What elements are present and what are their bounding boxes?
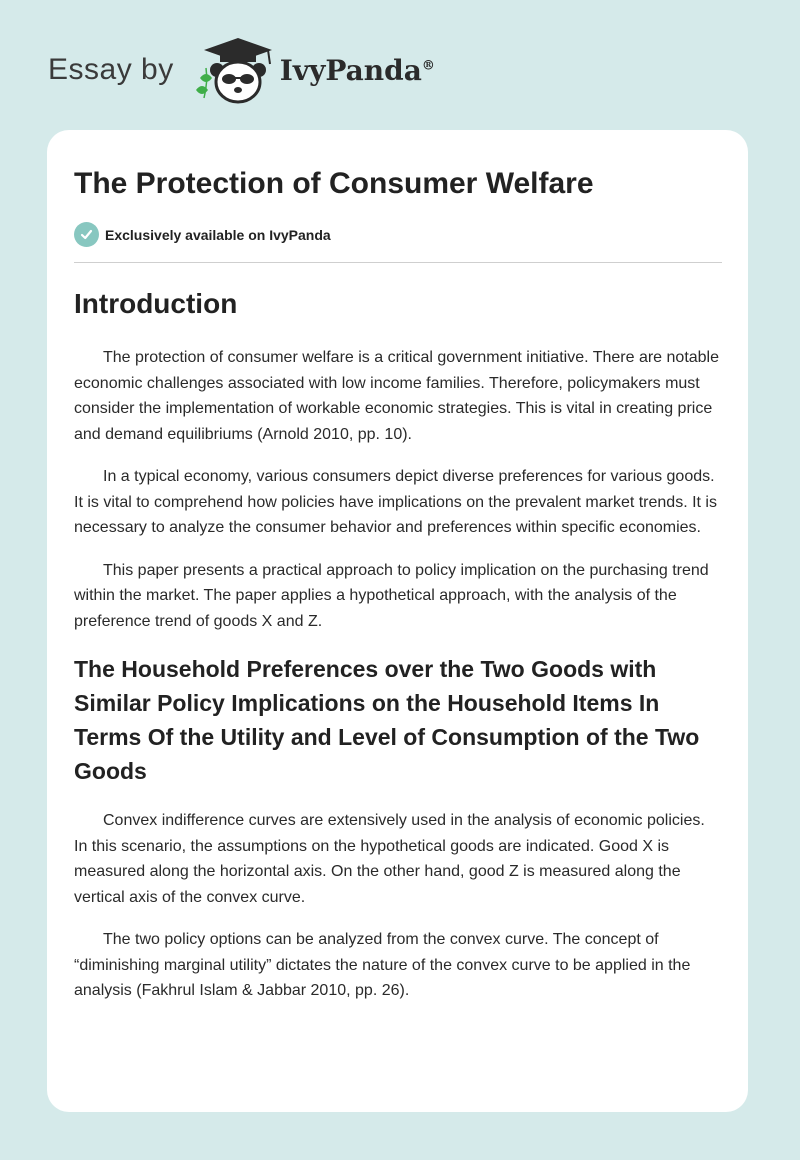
brand-name: IvyPanda® (279, 53, 435, 87)
paragraph: The two policy options can be analyzed from the convex curve. The concept of “diminishing marginal utility” dictates the nature of the convex curve to be applied in the analysis (Fakhrul Islam & Jabbar 2010, pp. 26). (74, 931, 691, 999)
exclusive-badge (74, 222, 722, 247)
page-title: The Protection of Consumer Welfare (74, 167, 594, 200)
badge-label: Exclusively available on IvyPanda (105, 226, 331, 243)
paragraph: Convex indifference curves are extensively used in the analysis of economic policies. In this scenario, the assumptions on the hypothetical goods are indicated. Good X is measured along the horizontal axis. On the other hand, good Z is measured along the vertical axis of the convex curve. (74, 812, 705, 906)
essay-card (47, 130, 748, 1112)
section-heading-household-preferences: The Household Preferences over the Two Goods with Similar Policy Implications on the Household Items In Terms Of the Utility and Level of Consumption of the Two Goods (74, 656, 700, 784)
panda-graduate-icon (190, 34, 278, 106)
paragraph: This paper presents a practical approach to policy implication on the purchasing trend within the market. The paper applies a hypothetical approach, with the analysis of the preference trend of goods X and Z. (74, 561, 709, 630)
check-circle-icon (74, 222, 99, 247)
section-heading-introduction: Introduction (74, 288, 238, 319)
brand-prefix: Essay by (48, 53, 174, 86)
paragraph: The protection of consumer welfare is a critical government initiative. There are notable economic challenges associated with low income families. Therefore, policymakers must consider the implementation of workable economic strategies. This is vital in creating price and demand equilibriums (Arnold 2010, pp. 10). (74, 349, 720, 443)
divider (74, 262, 722, 263)
paragraph: In a typical economy, various consumers depict diverse preferences for various goods. It is vital to comprehend how policies have implications on the prevalent market trends. It is necessary to analyze the consumer behavior and preferences within specific economies. (74, 468, 717, 536)
brand-header[interactable] (48, 34, 435, 106)
